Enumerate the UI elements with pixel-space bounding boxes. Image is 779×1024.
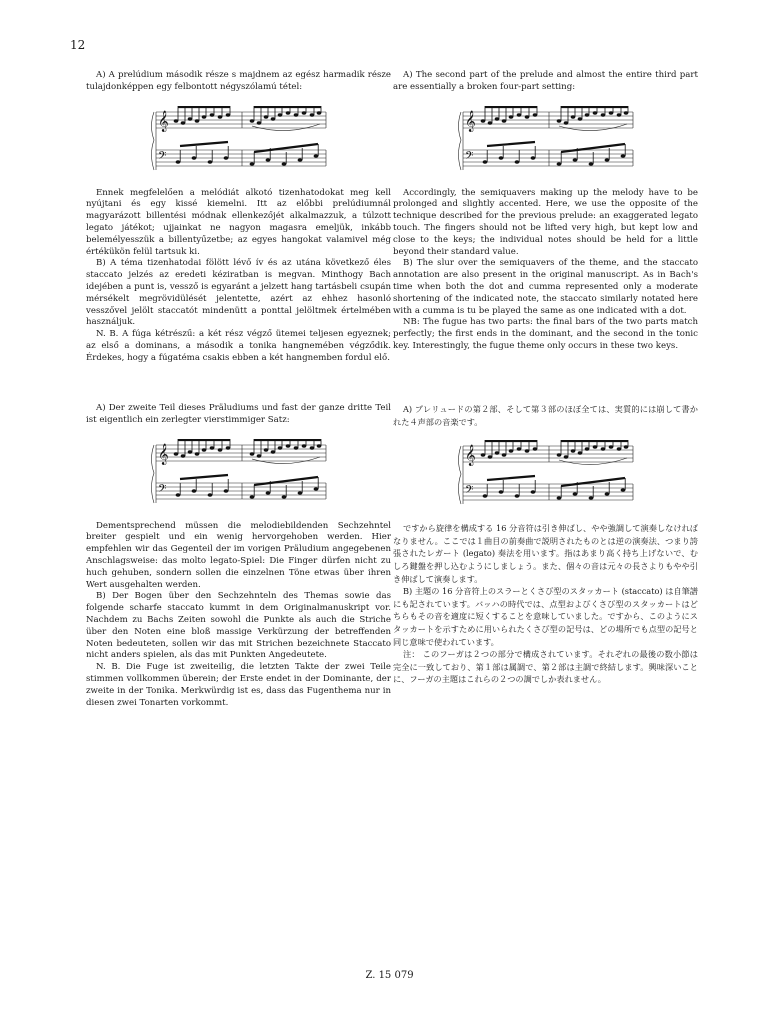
english-paragraph-3: NB: The fugue has two parts: the final bars of the two parts match perfectly; the first ends in the dominant, and the second in the tonic key. Interestingly, the fugue theme only occurs in these two keys. (393, 317, 698, 351)
notehead (207, 160, 212, 164)
german-intro: A) Der zweite Teil dieses Präludiums und fast der ganze dritte Teil ist eigentlich ein zerlegter vierstimmiger Satz: (86, 403, 391, 425)
english-intro: A) The second part of the prelude and almost the entire third part are essentially a broken four-part setting: (393, 70, 698, 92)
beam (254, 477, 318, 485)
hungarian-paragraph-1: Ennek megfelelően a melódiát alkotó tizenhatodokat meg kell nyújtani és egy kissé kiemelni. Itt az előbbi prelúdiumnál magyarázott billentési módnak ellenkezőjét alkalmazzuk, a túlzott legato játékot; ujjainkat ne nagyon magasra emeljük, inkább belemélyesszük a billentyűzetbe; az egyes hangokat valamivel még értékükön felül tartsuk ki. (86, 187, 391, 257)
treble-clef-icon: 𝄞 (157, 110, 169, 132)
bass-clef-icon: 𝄢 (157, 482, 166, 498)
notehead (588, 162, 593, 166)
notehead (207, 493, 212, 497)
notehead (297, 491, 302, 495)
notehead (223, 156, 228, 160)
notehead (556, 496, 561, 500)
notehead (514, 160, 519, 164)
plate-number: Z. 15 079 (365, 970, 414, 981)
music-example-english (455, 106, 637, 178)
notehead (191, 489, 196, 493)
beam (180, 142, 228, 146)
notehead (281, 495, 286, 499)
beam (254, 144, 318, 152)
slur (559, 124, 627, 131)
music-example-hungarian (148, 106, 330, 178)
treble-clef-icon: 𝄞 (464, 110, 476, 132)
notehead (249, 162, 254, 166)
bass-clef-icon: 𝄢 (464, 484, 473, 500)
notehead (223, 489, 228, 493)
german-paragraph-3: N. B. Die Fuge ist zweiteilig, die letzten Takte der zwei Teile stimmen vollkommen überein; der Erste endet in der Dominante, der zweite in der Tonika. Merkwürdig ist es, dass das Fugenthema nur in diesen zwei Tonarten vorkommt. (86, 662, 391, 708)
beam (180, 475, 228, 479)
notehead (498, 490, 503, 494)
slur (559, 458, 627, 465)
hungarian-paragraph-2: B) A téma tizenhatodai fölött lévő ív és az utána következő éles staccato jelzés az eredeti kéziratban is megvan. Minthogy Bach idejében a punt is, vessző is egyaránt a jelzett hang tartásbeli csupán mérsékelt megrövidülését jelentette, azért az ehhez hasonló vesszővel jelölt staccatót mindenütt a ponttal jelöltmek értelmében használjuk. (86, 258, 391, 328)
notehead (313, 487, 318, 491)
hungarian-intro: A) A prelúdium második része s majdnem az egész harmadik része tulajdonképpen egy felbontott négyszólamú tétel: (86, 70, 391, 92)
german-paragraph-1: Dementsprechend müssen die melodiebildenden Sechzehntel breiter gespielt und ein wenig hervorgehoben werden. Hier empfehlen wir das Gegenteil der im vorigen Präludium angegebenen Anschlagsweise: das molto legato-Spiel: Die Finger dürfen nicht zu huch gehuben, sondern sollen die einzelnen Töne etwas über ihren Wert ausgehalten werden. (86, 520, 391, 590)
beam (561, 478, 625, 486)
bass-clef-icon: 𝄢 (464, 149, 473, 165)
beam (561, 144, 625, 152)
notehead (620, 488, 625, 492)
notehead (514, 494, 519, 498)
slur (252, 457, 320, 464)
notehead (482, 494, 487, 498)
japanese-intro: A) プレリュードの第２部、そして第３部のほぼ全ては、実質的には崩して書かれた４声部の音楽です。 (393, 404, 698, 427)
notehead (572, 492, 577, 496)
brace (151, 445, 154, 503)
notehead (265, 491, 270, 495)
notehead (604, 492, 609, 496)
japanese-paragraph-2: B) 主題の 16 分音符上のスラーとくさび型のスタッカート (staccato) は自筆譜にも記されています。バッハの時代では、点型およびくさび型のスタッカートはどちらもその音を適度に短くすることを意味していました。ですから、このようにスタッカートを示すために用いられたくさび型の記号は、どの場所でも点型の記号と同じ意味で使われています。 (393, 586, 698, 647)
beam (487, 142, 535, 146)
treble-clef-icon: 𝄞 (157, 443, 169, 465)
hungarian-paragraph-3: N. B. A fúga kétrészű: a két rész végző ütemei teljesen egyeznek; az első a dominans, a második a tonika hangnemében végződik. Érdekes, hogy a fúgatéma csakis ebben a két hangnemben fordul elő. (86, 329, 391, 363)
music-example-japanese (455, 440, 637, 512)
brace (151, 112, 154, 170)
notehead (281, 162, 286, 166)
notehead (498, 156, 503, 160)
notehead (265, 158, 270, 162)
notehead (249, 495, 254, 499)
notehead (620, 154, 625, 158)
notehead (530, 490, 535, 494)
notehead (175, 160, 180, 164)
hungarian-column (86, 70, 391, 365)
notehead (556, 162, 561, 166)
music-example-german (148, 439, 330, 511)
notehead (530, 156, 535, 160)
page-number: 12 (70, 38, 86, 52)
notehead (297, 158, 302, 162)
brace (458, 112, 461, 170)
notehead (588, 496, 593, 500)
japanese-column (393, 403, 698, 686)
treble-clef-icon: 𝄞 (464, 445, 476, 467)
brace (458, 446, 461, 504)
english-paragraph-1: Accordingly, the semiquavers making up the melody have to be prolonged and slightly accented. Here, we use the opposite of the technique described for the previous prelude: an exaggerated legato touch. The fingers should not be lifted very high, but kept low and close to the keys; the individual notes should be held for a little beyond their standard value. (393, 187, 698, 257)
bass-clef-icon: 𝄢 (157, 149, 166, 165)
notehead (482, 160, 487, 164)
notehead (604, 158, 609, 162)
notehead (175, 493, 180, 497)
japanese-paragraph-1: ですから旋律を構成する 16 分音符は引き伸ばし、やや強調して演奏しなければなりません。ここでは１曲目の前奏曲で説明されたものとは逆の演奏法、つまり誇張されたレガート (legato) 奏法を用います。指はあまり高く持ち上げないで、むしろ鍵盤を押し込むようにしましょう。また、個々の音は元々の長さよりもやや引き伸ばして演奏します。 (393, 523, 698, 584)
japanese-paragraph-3: 注： このフーガは２つの部分で構成されています。それぞれの最後の数小節は完全に一致しており、第１部は属調で、第２部は主調で終結します。興味深いことに、フーガの主題はこれらの２つの調でしか表れません。 (393, 649, 698, 685)
german-paragraph-2: B) Der Bogen über den Sechzehnteln des Themas sowie das folgende scharfe staccato kummt in dem Originalmanuskript vor. Nachdem zu Bachs Zeiten sowohl die Punkte als auch die Striche über den Noten eine bloß massige Verkürzung der betreffenden Noten bedeuteten, sollen wir das mit Strichen bezeichnete Staccato nicht anders spielen, als das mit Punkten Angedeutete. (86, 591, 391, 661)
english-column (393, 70, 698, 353)
slur (252, 124, 320, 131)
beam (487, 476, 535, 480)
english-paragraph-2: B) The slur over the semiquavers of the theme, and the staccato annotation are also present in the original manuscript. As in Bach's time when both the dot and cumma represented only a moderate shortening of the indicated note, the staccato similarly notated here with a cumma is tu be played the same as one indicated with a dot. (393, 258, 698, 316)
notehead (313, 154, 318, 158)
notehead (572, 158, 577, 162)
german-column (86, 403, 391, 709)
notehead (191, 156, 196, 160)
